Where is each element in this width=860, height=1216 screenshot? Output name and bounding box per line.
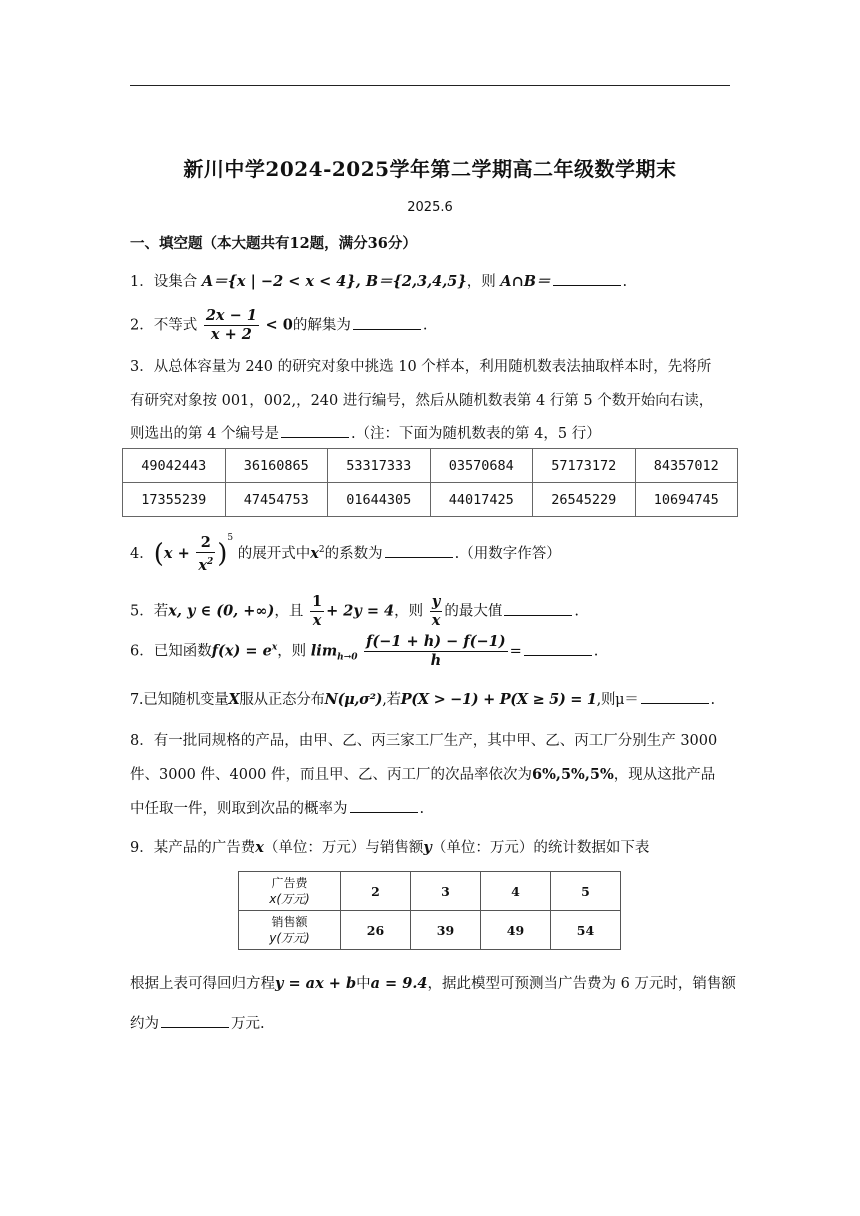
fraction: $\frac{2}{x^2}$ [198, 533, 214, 574]
question-3-line-3: 则选出的第 4 个编号是 .（注：下面为随机数表的第 4，5 行） [130, 422, 601, 443]
question-8-line-2: 件、3000 件、4000 件，而且甲、乙、丙工厂的次品率依次为6%,5%,5%，现从这批产品 [130, 766, 716, 783]
answer-blank[interactable] [553, 271, 621, 286]
question-7: 7.已知随机变量X服从正态分布N(μ,σ²),若P(X > −1) + P(X ≥ 5) = 1,则μ＝ . [130, 691, 715, 708]
answer-blank[interactable] [353, 315, 421, 330]
question-3-line-2: 有研究对象按 001，002,，240 进行编号，然后从随机数表第 4 行第 5 个数开始向右读， [130, 393, 714, 409]
question-9-line-3: 约为 万元. [130, 1012, 265, 1033]
table-row: 销售额 y(万元) 26 39 49 54 [239, 911, 621, 950]
exam-date: 2025.6 [407, 200, 453, 215]
exam-title: 新川中学2024-2025学年第二学期高二年级数学期末 [183, 157, 677, 181]
random-number-table [122, 448, 738, 517]
section-heading: 一、填空题（本大题共有12题，满分36分） [130, 235, 417, 252]
question-1: 1．设集合 A＝{x | −2 < x < 4}, B＝{2,3,4,5}，则 A∩B＝ . [130, 273, 628, 290]
answer-blank[interactable] [504, 601, 572, 616]
question-3-line-1: 3．从总体容量为 240 的研究对象中挑选 10 个样本，利用随机数表法抽取样本时，先将所 [130, 359, 712, 375]
fraction: $\frac{1}{x}$ [311, 593, 323, 629]
answer-blank[interactable] [385, 543, 453, 558]
ad-sales-table [238, 871, 621, 950]
answer-blank[interactable] [350, 798, 418, 813]
regression-equation: y = ax + b [275, 975, 357, 992]
header-rule [130, 85, 730, 86]
answer-blank[interactable] [524, 641, 592, 656]
set-expression: A＝{x | −2 < x < 4}, B＝{2,3,4,5} [201, 273, 467, 290]
fraction: $\frac{y}{x}$ [431, 593, 441, 629]
fraction: $\frac{2x - 1}{x + 2}$ [205, 307, 257, 343]
question-2: 2．不等式 $\frac{2x - 1}{x + 2}$ < 0的解集为 . [130, 307, 428, 343]
table-row: 49042443 36160865 53317333 03570684 57173172 84357012 [123, 449, 738, 483]
fraction: $\frac{f(-1 + h) - f(-1)}{h}$ [366, 633, 506, 669]
table-row: 广告费 x(万元) 2 3 4 5 [239, 872, 621, 911]
question-9-line-2: 根据上表可得回归方程y = ax + b中a = 9.4，据此模型可预测当广告费为 6 万元时，销售额 [130, 975, 736, 992]
question-9-line-1: 9．某产品的广告费x（单位：万元）与销售额y（单位：万元）的统计数据如下表 [130, 839, 650, 856]
question-6: 6．已知函数$f(x) = e^x$，则 $\lim_{h\to 0}$ $\frac{f(-1 + h) - f(-1)}{h}$ = . [130, 633, 599, 669]
answer-blank[interactable] [161, 1013, 229, 1028]
table-row: 17355239 47454753 01644305 44017425 26545229 10694745 [123, 483, 738, 517]
question-8-line-3: 中任取一件，则取到次品的概率为 . [130, 797, 424, 818]
question-4: 4．(x + $\frac{2}{x^2}$ )$^5$ 的展开式中$x^2$的系数为 .（用数字作答） [130, 533, 561, 574]
answer-blank[interactable] [281, 423, 349, 438]
question-5: 5．若x, y ∈ (0, +∞)，且 $\frac{1}{x}$ + 2y = 4，则 $\frac{y}{x}$ 的最大值 . [130, 593, 579, 629]
answer-blank[interactable] [641, 689, 709, 704]
question-8-line-1: 8．有一批同规格的产品，由甲、乙、丙三家工厂生产，其中甲、乙、丙工厂分别生产 3000 [130, 733, 718, 749]
